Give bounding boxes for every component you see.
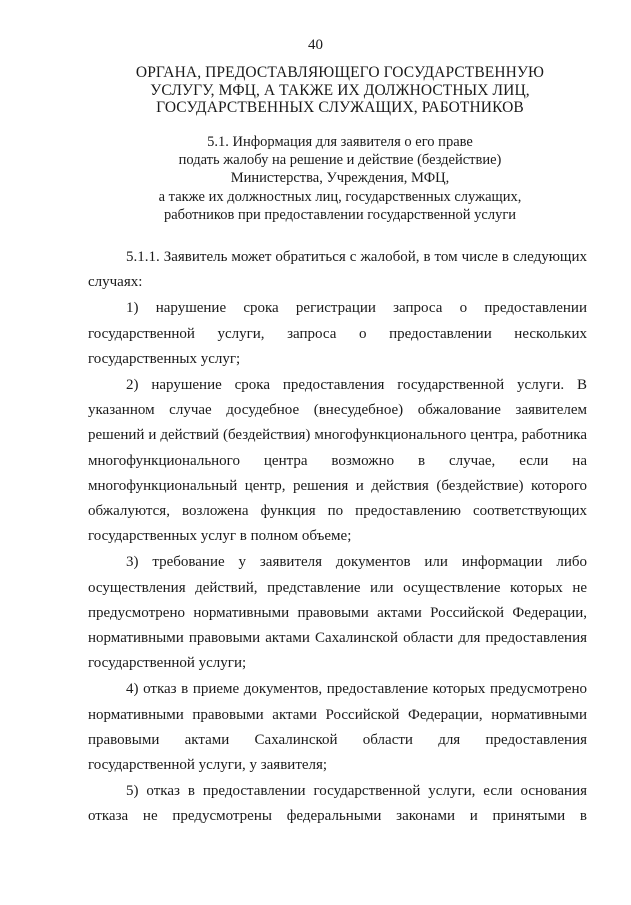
- paragraph-item-1: 1) нарушение срока регистрации запроса о предоставлении государственной услуги, запроса о предоставлении нескольких государственных услуг;: [88, 300, 587, 367]
- subheading-line: работников при предоставлении государственной услуги: [163, 206, 517, 223]
- subheading-line: 5.1. Информация для заявителя о его праве: [207, 134, 473, 150]
- heading-line: ГОСУДАРСТВЕННЫХ СЛУЖАЩИХ, РАБОТНИКОВ: [156, 99, 524, 116]
- subsection-heading: [40, 133, 631, 224]
- heading-line: ОРГАНА, ПРЕДОСТАВЛЯЮЩЕГО ГОСУДАРСТВЕННУЮ: [135, 64, 545, 81]
- body-text: [88, 245, 587, 831]
- subheading-line: Министерства, Учреждения, МФЦ,: [230, 170, 450, 187]
- paragraph-item-3: 3) требование у заявителя документов или информации либо осуществления действий, представление или осуществление которых не предусмотрено нормативными правовыми актами Российской Федерации, нормативными правовыми актами Сахалинской области для предоставления государственной услуги;: [88, 554, 587, 672]
- paragraph-item-5: 5) отказ в предоставлении государственной услуги, если основания отказа не предусмотрены федеральными законами и принятыми в: [88, 783, 587, 825]
- section-heading: [40, 64, 631, 117]
- page-number: 40: [308, 37, 323, 53]
- subheading-line: а также их должностных лиц, государственных служащих,: [158, 188, 522, 205]
- paragraph-5-1-1: 5.1.1. Заявитель может обратиться с жалобой, в том числе в следующих случаях:: [88, 249, 587, 291]
- paragraph-item-2: 2) нарушение срока предоставления государственной услуги. В указанном случае досудебное (внесудебное) обжалование заявителем решений и действий (бездействия) многофункционального центра, работника многофункционального центра возможно в случае, если на многофункциональный центр, решения и действия (бездействие) которого обжалуются, возложена функция по предоставлению соответствующих государственных услуг в полном объеме;: [88, 377, 587, 545]
- paragraph-item-4: 4) отказ в приеме документов, предоставление которых предусмотрено нормативными правовыми актами Российской Федерации, нормативными правовыми актами Сахалинской области для предоставления государственной услуги, у заявителя;: [88, 681, 587, 774]
- heading-line: УСЛУГУ, МФЦ, А ТАКЖЕ ИХ ДОЛЖНОСТНЫХ ЛИЦ,: [150, 81, 530, 99]
- subheading-line: подать жалобу на решение и действие (бездействие): [178, 152, 502, 169]
